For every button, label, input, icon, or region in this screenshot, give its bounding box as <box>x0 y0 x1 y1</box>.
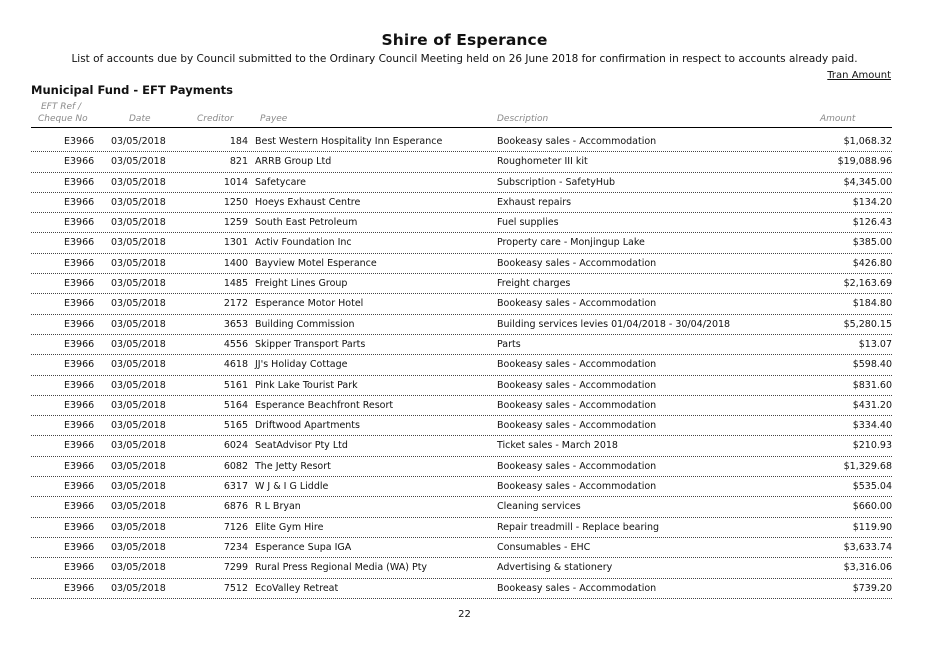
cell-eft-ref: E3966 <box>64 440 95 452</box>
table-row <box>0 457 929 477</box>
cell-amount: $1,329.68 <box>843 460 892 472</box>
cell-eft-ref: E3966 <box>64 217 95 229</box>
cell-payee: Esperance Motor Hotel <box>255 298 364 310</box>
cell-creditor: 6082 <box>223 460 248 472</box>
cell-date: 03/05/2018 <box>111 359 166 371</box>
cell-amount: $5,280.15 <box>843 318 892 330</box>
cell-eft-ref: E3966 <box>64 481 95 493</box>
table-row <box>0 132 929 152</box>
cell-payee: Elite Gym Hire <box>255 521 324 533</box>
cell-date: 03/05/2018 <box>111 196 166 208</box>
cell-creditor: 7512 <box>223 582 248 594</box>
cell-amount: $4,345.00 <box>843 176 892 188</box>
cell-payee: W J & I G Liddle <box>255 481 329 493</box>
cell-eft-ref: E3966 <box>64 176 95 188</box>
cell-date: 03/05/2018 <box>111 582 166 594</box>
section-title: Municipal Fund - EFT Payments <box>31 83 234 97</box>
cell-amount: $2,163.69 <box>843 278 892 290</box>
cell-date: 03/05/2018 <box>111 501 166 513</box>
header-creditor: Creditor <box>197 114 234 124</box>
table-row <box>0 477 929 497</box>
cell-description: Consumables - EHC <box>497 541 591 553</box>
table-row <box>0 274 929 294</box>
cell-creditor: 184 <box>229 136 248 147</box>
cell-date: 03/05/2018 <box>111 521 166 533</box>
cell-payee: SeatAdvisor Pty Ltd <box>255 440 348 452</box>
header-description: Description <box>497 114 549 124</box>
cell-creditor: 5164 <box>223 399 248 411</box>
table-row <box>0 558 929 578</box>
cell-date: 03/05/2018 <box>111 562 166 574</box>
table-row <box>0 497 929 517</box>
cell-description: Bookeasy sales - Accommodation <box>497 460 657 472</box>
table-row <box>0 193 929 213</box>
table-row <box>0 416 929 436</box>
cell-payee: Freight Lines Group <box>255 278 348 290</box>
cell-eft-ref: E3966 <box>64 338 95 350</box>
cell-amount: $119.90 <box>852 521 892 533</box>
cell-description: Exhaust repairs <box>497 196 572 208</box>
cell-date: 03/05/2018 <box>111 257 166 269</box>
cell-eft-ref: E3966 <box>64 359 95 371</box>
cell-description: Ticket sales - March 2018 <box>497 440 618 452</box>
header-payee: Payee <box>260 114 288 124</box>
cell-creditor: 2172 <box>223 298 248 310</box>
cell-payee: Bayview Motel Esperance <box>255 257 377 269</box>
cell-eft-ref: E3966 <box>64 298 95 310</box>
cell-description: Bookeasy sales - Accommodation <box>497 481 657 493</box>
cell-date: 03/05/2018 <box>111 460 166 472</box>
cell-eft-ref: E3966 <box>64 420 95 432</box>
cell-date: 03/05/2018 <box>111 399 166 411</box>
table-row <box>0 579 929 599</box>
cell-eft-ref: E3966 <box>64 196 95 208</box>
cell-description: Bookeasy sales - Accommodation <box>497 420 657 432</box>
header-divider <box>31 127 892 128</box>
cell-amount: $184.80 <box>852 298 892 310</box>
header-date: Date <box>129 114 151 124</box>
cell-amount: $535.04 <box>852 481 892 493</box>
table-row <box>0 254 929 274</box>
cell-creditor: 1259 <box>223 217 248 229</box>
header-ref-line1: EFT Ref / <box>41 102 82 112</box>
cell-creditor: 6317 <box>223 481 248 493</box>
table-row <box>0 376 929 396</box>
table-row <box>0 396 929 416</box>
cell-creditor: 1485 <box>223 278 248 290</box>
cell-creditor: 1014 <box>223 176 248 188</box>
cell-payee: Activ Foundation Inc <box>255 237 352 249</box>
cell-amount: $134.20 <box>852 196 892 208</box>
table-row <box>0 355 929 375</box>
table-row <box>0 518 929 538</box>
cell-creditor: 7299 <box>223 562 248 574</box>
cell-eft-ref: E3966 <box>64 582 95 594</box>
cell-amount: $426.80 <box>852 257 892 269</box>
cell-creditor: 7234 <box>223 541 248 553</box>
cell-description: Bookeasy sales - Accommodation <box>497 359 657 371</box>
cell-creditor: 3653 <box>223 318 248 330</box>
cell-description: Advertising & stationery <box>497 562 613 574</box>
cell-date: 03/05/2018 <box>111 481 166 493</box>
cell-eft-ref: E3966 <box>64 460 95 472</box>
cell-date: 03/05/2018 <box>111 217 166 229</box>
cell-description: Fuel supplies <box>497 217 559 229</box>
cell-payee: Esperance Supa IGA <box>255 541 352 553</box>
table-row <box>0 335 929 355</box>
cell-description: Repair treadmill - Replace bearing <box>497 521 660 533</box>
cell-creditor: 4556 <box>223 338 248 350</box>
cell-payee: Rural Press Regional Media (WA) Pty <box>255 562 428 574</box>
cell-description: Bookeasy sales - Accommodation <box>497 399 657 411</box>
cell-amount: $431.20 <box>852 399 892 411</box>
table-row <box>0 152 929 172</box>
cell-date: 03/05/2018 <box>111 338 166 350</box>
cell-description: Bookeasy sales - Accommodation <box>497 298 657 310</box>
cell-creditor: 1301 <box>223 237 248 249</box>
payments-table <box>0 132 929 599</box>
cell-amount: $831.60 <box>852 379 892 391</box>
cell-amount: $660.00 <box>852 501 892 513</box>
cell-payee: EcoValley Retreat <box>255 582 339 594</box>
cell-creditor: 7126 <box>223 521 248 533</box>
cell-eft-ref: E3966 <box>64 136 95 147</box>
cell-payee: Driftwood Apartments <box>255 420 360 432</box>
cell-eft-ref: E3966 <box>64 399 95 411</box>
cell-payee: Skipper Transport Parts <box>255 338 366 350</box>
cell-eft-ref: E3966 <box>64 501 95 513</box>
cell-description: Bookeasy sales - Accommodation <box>497 379 657 391</box>
cell-payee: South East Petroleum <box>255 217 358 229</box>
cell-payee: Safetycare <box>255 176 306 188</box>
cell-amount: $3,633.74 <box>843 541 892 553</box>
table-row <box>0 315 929 335</box>
cell-date: 03/05/2018 <box>111 318 166 330</box>
cell-payee: R L Bryan <box>255 501 301 513</box>
cell-date: 03/05/2018 <box>111 440 166 452</box>
cell-date: 03/05/2018 <box>111 278 166 290</box>
cell-date: 03/05/2018 <box>111 379 166 391</box>
cell-creditor: 4618 <box>223 359 248 371</box>
cell-description: Property care - Monjingup Lake <box>497 237 645 249</box>
cell-eft-ref: E3966 <box>64 318 95 330</box>
cell-date: 03/05/2018 <box>111 176 166 188</box>
cell-description: Bookeasy sales - Accommodation <box>497 136 657 147</box>
tran-amount-label: Tran Amount <box>827 70 891 81</box>
cell-description: Cleaning services <box>497 501 581 513</box>
page-subtitle: List of accounts due by Council submitted to the Ordinary Council Meeting held on 26 June 2018 for confirmation in respect to accounts already paid. <box>71 53 858 65</box>
cell-amount: $13.07 <box>858 338 892 350</box>
cell-creditor: 6024 <box>223 440 248 452</box>
page-title: Shire of Esperance <box>381 31 548 49</box>
cell-payee: Pink Lake Tourist Park <box>255 379 358 391</box>
cell-eft-ref: E3966 <box>64 541 95 553</box>
cell-description: Freight charges <box>497 278 571 290</box>
table-row <box>0 294 929 314</box>
cell-amount: $126.43 <box>852 217 892 229</box>
table-row <box>0 436 929 456</box>
cell-date: 03/05/2018 <box>111 541 166 553</box>
cell-eft-ref: E3966 <box>64 521 95 533</box>
cell-eft-ref: E3966 <box>64 278 95 290</box>
cell-date: 03/05/2018 <box>111 156 166 168</box>
page-number: 22 <box>458 609 471 620</box>
cell-creditor: 5161 <box>223 379 248 391</box>
table-row <box>0 213 929 233</box>
cell-eft-ref: E3966 <box>64 562 95 574</box>
cell-payee: Esperance Beachfront Resort <box>255 399 394 411</box>
cell-eft-ref: E3966 <box>64 237 95 249</box>
cell-payee: ARRB Group Ltd <box>255 156 332 168</box>
cell-date: 03/05/2018 <box>111 237 166 249</box>
cell-description: Bookeasy sales - Accommodation <box>497 582 657 594</box>
cell-creditor: 6876 <box>223 501 248 513</box>
cell-eft-ref: E3966 <box>64 156 95 168</box>
table-row <box>0 538 929 558</box>
cell-amount: $334.40 <box>852 420 892 432</box>
cell-description: Subscription - SafetyHub <box>497 176 616 188</box>
cell-amount: $210.93 <box>852 440 892 452</box>
cell-amount: $598.40 <box>852 359 892 371</box>
cell-date: 03/05/2018 <box>111 298 166 310</box>
cell-description: Parts <box>497 338 521 350</box>
cell-description: Bookeasy sales - Accommodation <box>497 257 657 269</box>
cell-creditor: 5165 <box>223 420 248 432</box>
cell-description: Roughometer III kit <box>497 156 588 168</box>
cell-date: 03/05/2018 <box>111 136 166 147</box>
table-row <box>0 233 929 253</box>
cell-date: 03/05/2018 <box>111 420 166 432</box>
cell-amount: $3,316.06 <box>843 562 892 574</box>
cell-amount: $1,068.32 <box>843 136 892 147</box>
cell-amount: $19,088.96 <box>837 156 892 168</box>
cell-description: Building services levies 01/04/2018 - 30/04/2018 <box>497 318 731 330</box>
cell-payee: Building Commission <box>255 318 355 330</box>
cell-eft-ref: E3966 <box>64 379 95 391</box>
header-ref-line2: Cheque No <box>38 114 88 124</box>
table-row <box>0 173 929 193</box>
cell-creditor: 1250 <box>223 196 248 208</box>
cell-creditor: 821 <box>229 156 248 168</box>
cell-payee: Best Western Hospitality Inn Esperance <box>255 136 443 147</box>
cell-eft-ref: E3966 <box>64 257 95 269</box>
header-amount: Amount <box>820 114 856 124</box>
cell-amount: $385.00 <box>852 237 892 249</box>
cell-payee: The Jetty Resort <box>255 460 331 472</box>
cell-amount: $739.20 <box>852 582 892 594</box>
cell-creditor: 1400 <box>223 257 248 269</box>
cell-payee: JJ's Holiday Cottage <box>255 359 348 371</box>
cell-payee: Hoeys Exhaust Centre <box>255 196 361 208</box>
